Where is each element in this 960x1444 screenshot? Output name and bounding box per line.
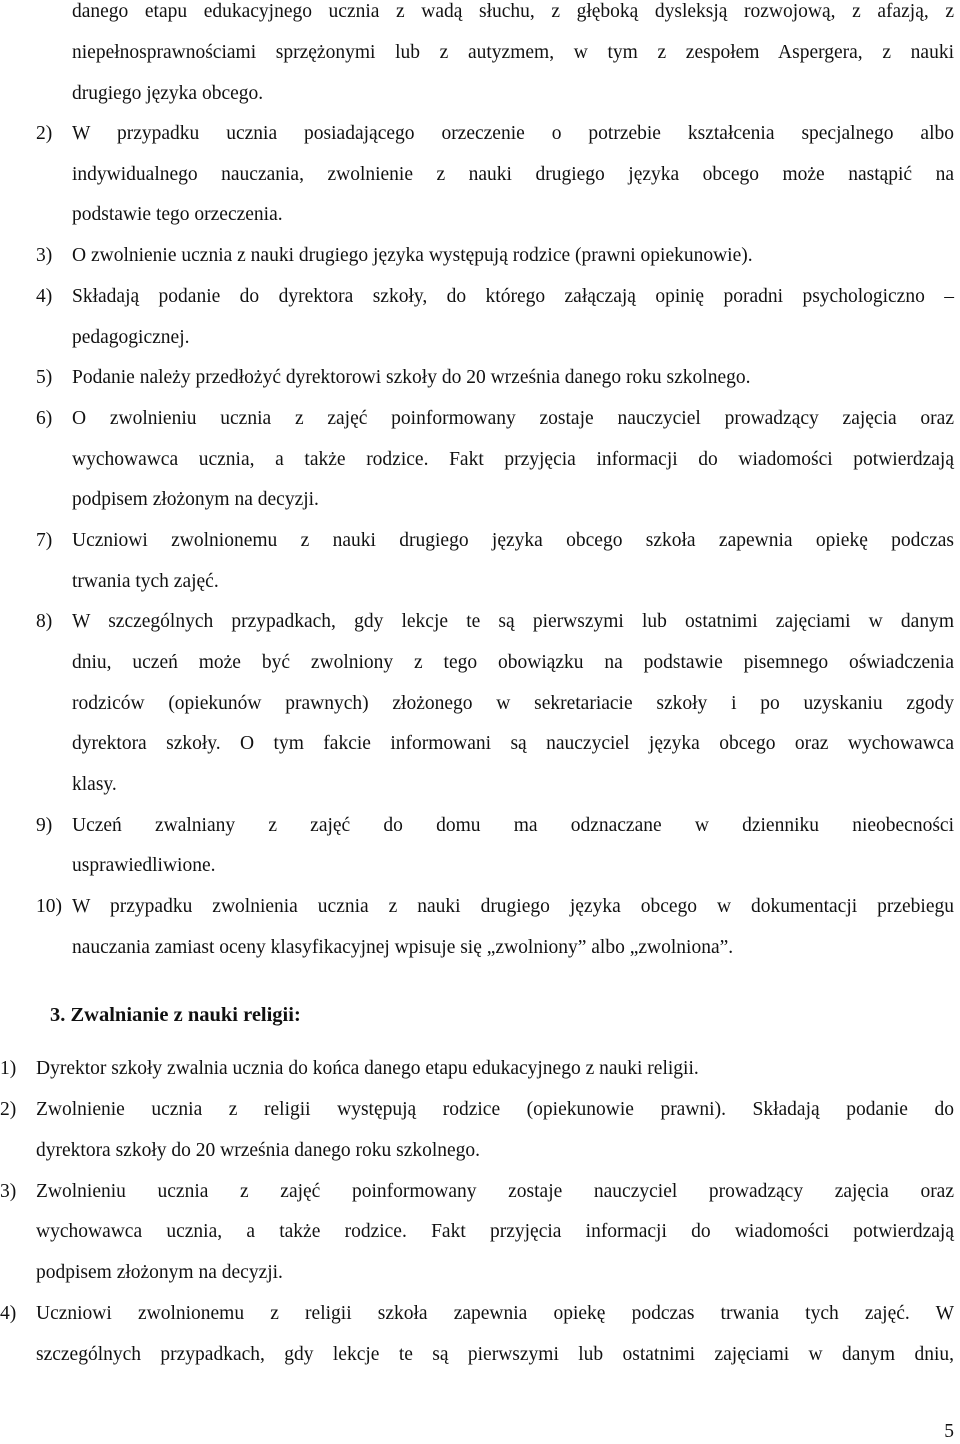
list-item-number: 10): [36, 896, 62, 917]
list-item-number: 7): [36, 530, 53, 551]
text-line: dyrektora szkoły do 20 września danego roku szkolnego.: [36, 1140, 481, 1161]
list-item-number: 8): [36, 611, 53, 632]
list-item-number: 6): [36, 408, 53, 429]
text-line: klasy.: [72, 774, 117, 795]
list-item-number: 4): [36, 286, 53, 307]
text-line: Zwolnieniu ucznia z zajęć poinformowany zostaje nauczyciel prowadzący zajęcia oraz: [36, 1181, 954, 1202]
list-item-number: 2): [36, 123, 53, 144]
list-item-number: 2): [0, 1099, 17, 1120]
text-line: rodziców (opiekunów prawnych) złożonego w sekretariacie szkoły i po uzyskaniu zgody: [72, 693, 954, 714]
section-heading: 3. Zwalnianie z nauki religii:: [50, 1004, 301, 1026]
text-line: drugiego języka obcego.: [72, 83, 264, 104]
text-line: trwania tych zajęć.: [72, 571, 219, 592]
text-line: dyrektora szkoły. O tym fakcie informowani są nauczyciel języka obcego oraz wychowawca: [72, 733, 954, 754]
text-line: indywidualnego nauczania, zwolnienie z nauki drugiego języka obcego może nastąpić na: [72, 164, 954, 185]
list-item-number: 5): [36, 367, 53, 388]
text-line: Podanie należy przedłożyć dyrektorowi szkoły do 20 września danego roku szkolnego.: [72, 367, 751, 388]
list-item-number: 3): [0, 1181, 17, 1202]
text-line: W przypadku ucznia posiadającego orzeczenie o potrzebie kształcenia specjalnego albo: [72, 123, 954, 144]
text-line: O zwolnienie ucznia z nauki drugiego języka występują rodzice (prawni opiekunowie).: [72, 245, 753, 266]
text-line: Zwolnienie ucznia z religii występują rodzice (opiekunowie prawni). Składają podanie do: [36, 1099, 954, 1120]
text-line: Uczniowi zwolnionemu z religii szkoła zapewnia opiekę podczas trwania tych zajęć. W: [36, 1303, 954, 1324]
text-line: W przypadku zwolnienia ucznia z nauki drugiego języka obcego w dokumentacji przebiegu: [72, 896, 954, 917]
text-line: podstawie tego orzeczenia.: [72, 204, 283, 225]
list-item-number: 3): [36, 245, 53, 266]
text-line: dniu, uczeń może być zwolniony z tego obowiązku na podstawie pisemnego oświadczenia: [72, 652, 954, 673]
list-item-number: 4): [0, 1303, 17, 1324]
text-line: Składają podanie do dyrektora szkoły, do którego załączają opinię poradni psychologiczno –: [72, 286, 954, 307]
page-number: 5: [944, 1421, 954, 1442]
text-line: szczególnych przypadkach, gdy lekcje te są pierwszymi lub ostatnimi zajęciami w danym dniu,: [36, 1344, 954, 1365]
text-line: niepełnosprawnościami sprzężonymi lub z autyzmem, w tym z zespołem Aspergera, z nauki: [72, 42, 954, 63]
text-line: Uczniowi zwolnionemu z nauki drugiego języka obcego szkoła zapewnia opiekę podczas: [72, 530, 954, 551]
text-line: podpisem złożonym na decyzji.: [72, 489, 319, 510]
list-item-number: 1): [0, 1058, 17, 1079]
text-line: usprawiedliwione.: [72, 855, 216, 876]
text-line: nauczania zamiast oceny klasyfikacyjnej wpisuje się „zwolniony” albo „zwolniona”.: [72, 937, 734, 958]
text-line: O zwolnieniu ucznia z zajęć poinformowany zostaje nauczyciel prowadzący zajęcia oraz: [72, 408, 954, 429]
text-line: danego etapu edukacyjnego ucznia z wadą słuchu, z głęboką dysleksją rozwojową, z afazją, z: [72, 1, 954, 22]
text-line: wychowawca ucznia, a także rodzice. Fakt przyjęcia informacji do wiadomości potwierdzają: [72, 449, 954, 470]
text-line: W szczególnych przypadkach, gdy lekcje te są pierwszymi lub ostatnimi zajęciami w danym: [72, 611, 954, 632]
text-line: podpisem złożonym na decyzji.: [36, 1262, 283, 1283]
text-line: wychowawca ucznia, a także rodzice. Fakt przyjęcia informacji do wiadomości potwierdzają: [36, 1221, 954, 1242]
list-item-number: 9): [36, 815, 53, 836]
text-line: pedagogicznej.: [72, 327, 190, 348]
text-line: Dyrektor szkoły zwalnia ucznia do końca danego etapu edukacyjnego z nauki religii.: [36, 1058, 699, 1079]
text-line: Uczeń zwalniany z zajęć do domu ma odznaczane w dzienniku nieobecności: [72, 815, 954, 836]
